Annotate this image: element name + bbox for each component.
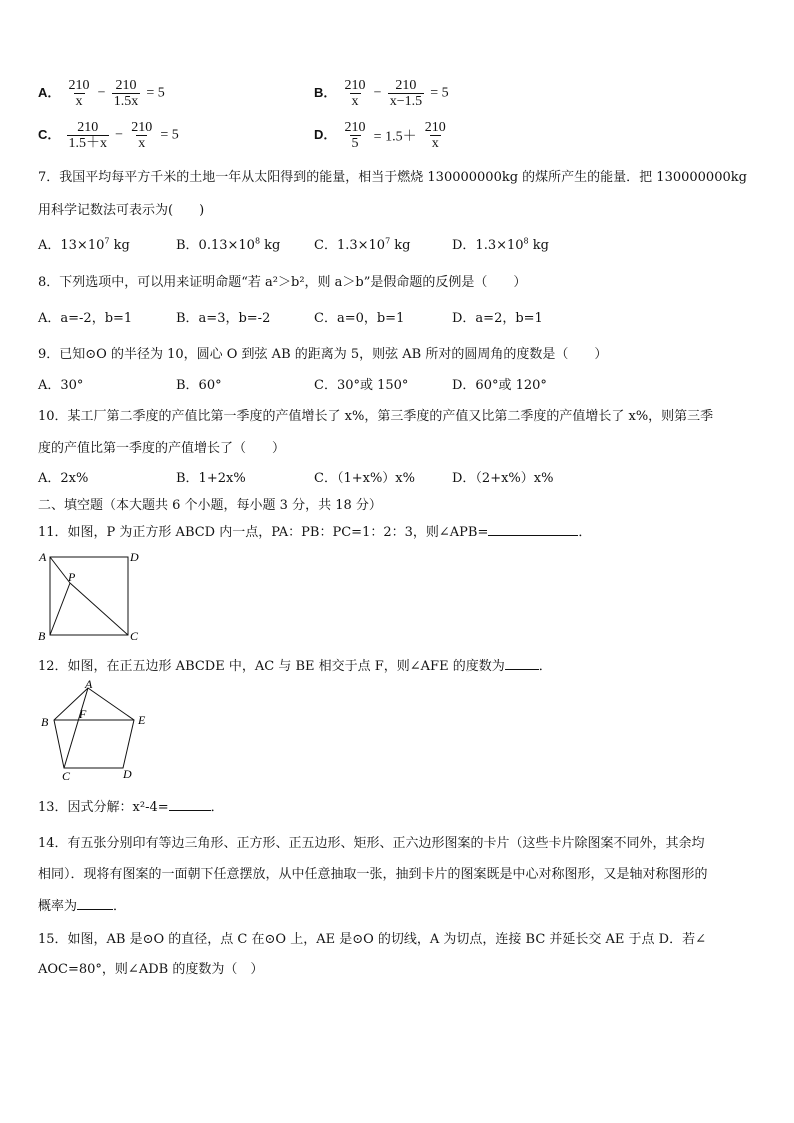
q10-option-c: C．（1+x%）x%	[314, 471, 415, 486]
label-e: E	[138, 713, 146, 727]
option-label: A．	[38, 85, 61, 100]
fraction: $\frac{210}{x}$	[424, 120, 446, 151]
q10-stem-line1: 10．某工厂第二季度的产值比第一季度的产值增长了 x%，第三季度的产值又比第二季度的产值增长了 x%，则第三季	[38, 409, 714, 424]
answer-blank[interactable]	[77, 897, 113, 910]
q7-option-b: B．$0.13\times 10^8$ kg	[176, 236, 281, 253]
fraction: $\frac{210}{x}$	[131, 120, 153, 151]
q10-stem-line2: 度的产值比第一季度的产值增长了（ ）	[38, 441, 286, 456]
label-a: A	[39, 550, 47, 564]
q11-stem: 11．如图，P 为正方形 ABCD 内一点，PA：PB：PC=1：2：3，则∠APB= ．	[38, 525, 592, 540]
q15-stem-line2: AOC=80°，则∠ADB 的度数为（ ）	[38, 962, 264, 977]
fraction: $\frac{210}{x-1.5}$	[389, 78, 423, 109]
q13-stem: 13．因式分解：x²-4= ．	[38, 800, 224, 815]
fraction: $\frac{210}{1.5x}$	[113, 78, 139, 109]
q8-option-b: B．a=3，b=-2	[176, 311, 271, 326]
label-d: D	[123, 767, 132, 781]
q6-option-a: A． $\frac{210}{x}$ − $\frac{210}{1.5x}$ = 5	[38, 78, 165, 109]
q10-option-b: B．1+2x%	[176, 471, 246, 486]
answer-blank[interactable]	[488, 523, 578, 536]
answer-blank[interactable]	[169, 798, 211, 811]
answer-blank[interactable]	[505, 657, 539, 670]
q7-option-d: D．$1.3\times 10^8$ kg	[452, 236, 549, 253]
q7-stem-line2: 用科学记数法可表示为( )	[38, 203, 205, 218]
q15-stem-line1: 15．如图，AB 是⊙O 的直径，点 C 在⊙O 上，AE 是⊙O 的切线，A 为切点，连接 BC 并延长交 AE 于点 D．若∠	[38, 932, 707, 947]
q14-stem-line2: 相同）．现将有图案的一面朝下任意摆放，从中任意抽取一张，抽到卡片的图案既是中心对称图形，又是轴对称图形的	[38, 867, 708, 882]
q6-option-b: B． $\frac{210}{x}$ − $\frac{210}{x-1.5}$ = 5	[314, 78, 449, 109]
q12-figure-pentagon	[38, 678, 158, 784]
fraction: $\frac{210}{x}$	[344, 78, 366, 109]
q10-option-d: D．（2+x%）x%	[452, 471, 554, 486]
q8-option-d: D．a=2，b=1	[452, 311, 543, 326]
q8-stem: 8．下列选项中，可以用来证明命题“若 a²＞b²，则 a＞b”是假命题的反例是（ ）	[38, 275, 527, 290]
label-c: C	[130, 629, 139, 643]
q9-option-d: D．60°或 120°	[452, 378, 547, 393]
label-b: B	[41, 715, 49, 729]
q9-option-a: A．30°	[38, 378, 84, 393]
q9-stem: 9．已知⊙O 的半径为 10，圆心 O 到弦 AB 的距离为 5，则弦 AB 所对的圆周角的度数是（ ）	[38, 347, 608, 362]
fraction: $\frac{210}{5}$	[344, 120, 366, 151]
q14-stem-line1: 14．有五张分别印有等边三角形、正方形、正五边形、矩形、正六边形图案的卡片（这些卡片除图案不同外，其余均	[38, 836, 705, 851]
q14-stem-line3: 概率为 ．	[38, 899, 127, 914]
fraction: $\frac{210}{x}$	[68, 78, 90, 109]
q7-option-c: C．$1.3\times 10^7$ kg	[314, 236, 411, 253]
fraction: $\frac{210}{1.5+x}$	[68, 120, 108, 151]
q9-option-c: C．30°或 150°	[314, 378, 409, 393]
q9-option-b: B．60°	[176, 378, 222, 393]
q6-option-d: D． $\frac{210}{5}$ = 1.5＋ $\frac{210}{x}$	[314, 120, 446, 151]
q6-option-c: C． $\frac{210}{1.5+x}$ − $\frac{210}{x}$ = 5	[38, 120, 179, 151]
q8-option-c: C．a=0，b=1	[314, 311, 405, 326]
q12-stem: 12．如图，在正五边形 ABCDE 中，AC 与 BE 相交于点 F，则∠AFE 的度数为 ．	[38, 659, 552, 674]
q11-figure-square	[36, 546, 146, 646]
label-c: C	[62, 769, 71, 783]
q8-option-a: A．a=-2，b=1	[38, 311, 133, 326]
q7-option-a: A．$13\times 10^7$ kg	[38, 236, 130, 253]
label-f: F	[79, 707, 87, 721]
label-a: A	[85, 678, 93, 691]
label-d: D	[130, 550, 139, 564]
q10-option-a: A．2x%	[38, 471, 89, 486]
section-heading: 二、填空题（本大题共 6 个小题，每小题 3 分，共 18 分）	[38, 498, 382, 513]
q7-stem-line1: 7．我国平均每平方千米的土地一年从太阳得到的能量，相当于燃烧 130000000kg 的煤所产生的能量．把 130000000kg	[38, 170, 747, 185]
label-b: B	[38, 629, 46, 643]
label-p: P	[68, 570, 76, 584]
